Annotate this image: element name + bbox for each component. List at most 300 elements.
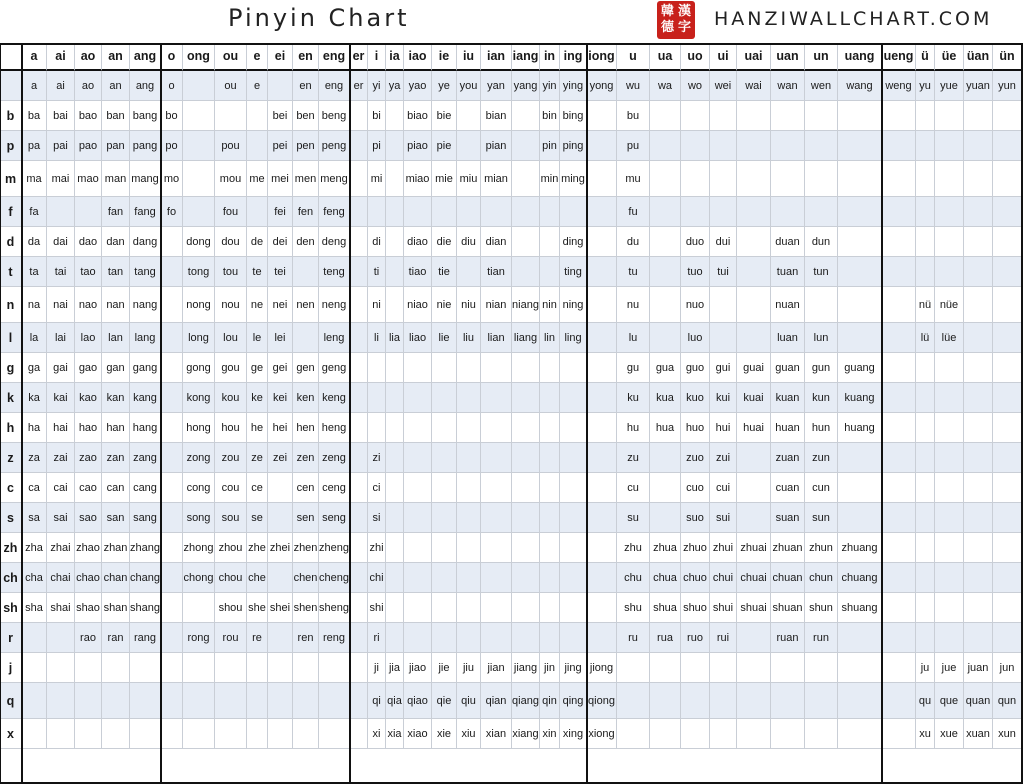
syllable-cell: chuang	[838, 563, 882, 593]
syllable-cell: rui	[710, 623, 737, 653]
syllable-cell: yun	[993, 71, 1022, 101]
syllable-cell	[457, 383, 481, 413]
section-divider	[1021, 43, 1023, 784]
syllable-cell	[432, 563, 457, 593]
syllable-cell	[964, 287, 993, 323]
syllable-cell	[457, 443, 481, 473]
syllable-cell	[560, 383, 587, 413]
syllable-cell: du	[617, 227, 650, 257]
seal-char: 德	[661, 20, 675, 35]
syllable-cell	[993, 443, 1022, 473]
final-header: iao	[404, 43, 432, 71]
syllable-cell	[404, 413, 432, 443]
syllable-cell: kong	[183, 383, 215, 413]
syllable-cell	[838, 719, 882, 749]
syllable-cell: chao	[75, 563, 102, 593]
syllable-cell	[838, 227, 882, 257]
syllable-cell	[512, 383, 540, 413]
final-header: in	[540, 43, 560, 71]
syllable-cell	[935, 503, 964, 533]
syllable-cell: hong	[183, 413, 215, 443]
syllable-cell	[964, 503, 993, 533]
syllable-cell: pai	[47, 131, 75, 161]
syllable-cell: ge	[247, 353, 268, 383]
syllable-cell: jue	[935, 653, 964, 683]
syllable-cell: nüe	[935, 287, 964, 323]
syllable-cell: lai	[47, 323, 75, 353]
syllable-cell: zhuang	[838, 533, 882, 563]
syllable-cell	[587, 503, 617, 533]
syllable-cell	[386, 227, 404, 257]
syllable-cell	[916, 533, 935, 563]
syllable-cell: ken	[293, 383, 319, 413]
syllable-cell	[268, 473, 293, 503]
syllable-cell	[587, 287, 617, 323]
syllable-cell	[350, 533, 368, 563]
syllable-cell	[215, 683, 247, 719]
syllable-cell	[512, 413, 540, 443]
initial-label: f	[0, 197, 22, 227]
syllable-cell: you	[457, 71, 481, 101]
syllable-cell: he	[247, 413, 268, 443]
syllable-cell: zhuan	[771, 533, 805, 563]
syllable-cell	[350, 503, 368, 533]
syllable-cell	[161, 257, 183, 287]
final-header: iong	[587, 43, 617, 71]
initial-label: zh	[0, 533, 22, 563]
syllable-cell	[993, 131, 1022, 161]
seal-char: 漢	[678, 4, 692, 19]
syllable-cell	[161, 323, 183, 353]
syllable-cell	[247, 683, 268, 719]
syllable-cell	[161, 287, 183, 323]
syllable-cell	[368, 353, 386, 383]
syllable-cell: zou	[215, 443, 247, 473]
syllable-cell	[540, 443, 560, 473]
final-header: ao	[75, 43, 102, 71]
syllable-cell: gang	[130, 353, 161, 383]
syllable-cell	[838, 623, 882, 653]
syllable-cell	[737, 101, 771, 131]
syllable-cell: nu	[617, 287, 650, 323]
syllable-cell: nie	[432, 287, 457, 323]
syllable-cell: me	[247, 161, 268, 197]
syllable-cell	[130, 719, 161, 749]
syllable-cell	[404, 563, 432, 593]
syllable-cell: xian	[481, 719, 512, 749]
syllable-cell: zui	[710, 443, 737, 473]
syllable-cell	[882, 383, 916, 413]
syllable-cell	[481, 353, 512, 383]
syllable-cell: nei	[268, 287, 293, 323]
syllable-cell: mang	[130, 161, 161, 197]
syllable-cell: pin	[540, 131, 560, 161]
syllable-cell	[993, 197, 1022, 227]
initial-label: j	[0, 653, 22, 683]
syllable-cell	[916, 413, 935, 443]
syllable-cell	[838, 287, 882, 323]
syllable-cell: qiong	[587, 683, 617, 719]
syllable-cell: lin	[540, 323, 560, 353]
syllable-cell: pen	[293, 131, 319, 161]
syllable-cell: bi	[368, 101, 386, 131]
syllable-cell	[432, 623, 457, 653]
syllable-cell: zha	[22, 533, 47, 563]
initial-label: sh	[0, 593, 22, 623]
syllable-cell: ru	[617, 623, 650, 653]
syllable-cell	[838, 257, 882, 287]
syllable-cell	[737, 257, 771, 287]
syllable-cell: zang	[130, 443, 161, 473]
syllable-cell	[247, 101, 268, 131]
initial-label: q	[0, 683, 22, 719]
syllable-cell: fen	[293, 197, 319, 227]
syllable-cell	[319, 719, 350, 749]
syllable-cell: dei	[268, 227, 293, 257]
syllable-cell	[993, 503, 1022, 533]
syllable-cell: dou	[215, 227, 247, 257]
syllable-cell: wo	[681, 71, 710, 101]
syllable-cell: cong	[183, 473, 215, 503]
syllable-cell	[404, 473, 432, 503]
syllable-cell	[432, 533, 457, 563]
syllable-cell: pou	[215, 131, 247, 161]
syllable-cell	[404, 383, 432, 413]
page-title: Pinyin Chart	[228, 4, 410, 32]
syllable-cell: sha	[22, 593, 47, 623]
syllable-cell	[386, 443, 404, 473]
initial-label: h	[0, 413, 22, 443]
syllable-cell: jiong	[587, 653, 617, 683]
syllable-cell: beng	[319, 101, 350, 131]
syllable-cell: lang	[130, 323, 161, 353]
final-header: an	[102, 43, 130, 71]
syllable-cell	[268, 683, 293, 719]
syllable-cell: pao	[75, 131, 102, 161]
syllable-cell: man	[102, 161, 130, 197]
syllable-cell: luo	[681, 323, 710, 353]
syllable-cell: shuai	[737, 593, 771, 623]
syllable-cell: qiu	[457, 683, 481, 719]
syllable-cell: ye	[432, 71, 457, 101]
syllable-cell: rou	[215, 623, 247, 653]
syllable-cell	[587, 533, 617, 563]
syllable-cell: xuan	[964, 719, 993, 749]
syllable-cell	[805, 719, 838, 749]
syllable-cell	[75, 719, 102, 749]
syllable-cell: pa	[22, 131, 47, 161]
syllable-cell: te	[247, 257, 268, 287]
syllable-cell: chou	[215, 563, 247, 593]
final-header: ou	[215, 43, 247, 71]
syllable-cell: zheng	[319, 533, 350, 563]
syllable-cell: shen	[293, 593, 319, 623]
syllable-cell	[838, 323, 882, 353]
syllable-cell	[350, 131, 368, 161]
syllable-cell: jiang	[512, 653, 540, 683]
syllable-cell: fou	[215, 197, 247, 227]
syllable-cell	[432, 593, 457, 623]
syllable-cell	[368, 413, 386, 443]
syllable-cell: ling	[560, 323, 587, 353]
syllable-cell: pang	[130, 131, 161, 161]
syllable-cell	[587, 413, 617, 443]
syllable-cell: nuan	[771, 287, 805, 323]
syllable-cell: liu	[457, 323, 481, 353]
syllable-cell	[964, 257, 993, 287]
final-header: un	[805, 43, 838, 71]
syllable-cell: chi	[368, 563, 386, 593]
syllable-cell: zhai	[47, 533, 75, 563]
syllable-cell	[512, 227, 540, 257]
syllable-cell: xin	[540, 719, 560, 749]
syllable-cell: qu	[916, 683, 935, 719]
syllable-cell	[587, 593, 617, 623]
syllable-cell	[386, 503, 404, 533]
syllable-cell: lüe	[935, 323, 964, 353]
syllable-cell: ang	[130, 71, 161, 101]
page-header	[0, 0, 1024, 42]
syllable-cell	[404, 353, 432, 383]
syllable-cell: yan	[481, 71, 512, 101]
syllable-cell	[993, 323, 1022, 353]
syllable-cell	[183, 593, 215, 623]
syllable-cell: tai	[47, 257, 75, 287]
syllable-cell: cuo	[681, 473, 710, 503]
syllable-cell	[350, 287, 368, 323]
syllable-cell: zhen	[293, 533, 319, 563]
syllable-cell: nan	[102, 287, 130, 323]
syllable-cell	[319, 683, 350, 719]
syllable-cell: tie	[432, 257, 457, 287]
syllable-cell	[404, 623, 432, 653]
syllable-cell	[882, 413, 916, 443]
syllable-cell	[650, 443, 681, 473]
syllable-cell: huai	[737, 413, 771, 443]
syllable-cell	[838, 443, 882, 473]
syllable-cell	[350, 593, 368, 623]
syllable-cell: piao	[404, 131, 432, 161]
syllable-cell	[993, 623, 1022, 653]
syllable-cell	[432, 473, 457, 503]
syllable-cell	[183, 101, 215, 131]
syllable-cell	[587, 623, 617, 653]
syllable-cell	[916, 473, 935, 503]
syllable-cell	[650, 473, 681, 503]
syllable-cell: pian	[481, 131, 512, 161]
syllable-cell	[737, 287, 771, 323]
final-header: ie	[432, 43, 457, 71]
syllable-cell	[268, 563, 293, 593]
syllable-cell	[386, 287, 404, 323]
syllable-cell: re	[247, 623, 268, 653]
syllable-cell	[540, 353, 560, 383]
syllable-cell	[587, 563, 617, 593]
syllable-cell	[993, 257, 1022, 287]
syllable-cell: zhe	[247, 533, 268, 563]
syllable-cell	[481, 623, 512, 653]
syllable-cell: qiao	[404, 683, 432, 719]
syllable-cell: cheng	[319, 563, 350, 593]
syllable-cell	[882, 473, 916, 503]
syllable-cell	[587, 383, 617, 413]
syllable-cell: bai	[47, 101, 75, 131]
syllable-cell	[512, 503, 540, 533]
syllable-cell: fa	[22, 197, 47, 227]
syllable-cell: dan	[102, 227, 130, 257]
syllable-cell: san	[102, 503, 130, 533]
syllable-cell: zeng	[319, 443, 350, 473]
syllable-cell: li	[368, 323, 386, 353]
syllable-cell	[215, 653, 247, 683]
syllable-cell	[993, 353, 1022, 383]
syllable-cell: kuai	[737, 383, 771, 413]
syllable-cell: xu	[916, 719, 935, 749]
syllable-cell	[47, 197, 75, 227]
syllable-cell: di	[368, 227, 386, 257]
syllable-cell	[838, 131, 882, 161]
syllable-cell	[993, 593, 1022, 623]
syllable-cell: niang	[512, 287, 540, 323]
syllable-cell: qian	[481, 683, 512, 719]
final-header: a	[22, 43, 47, 71]
syllable-cell	[457, 101, 481, 131]
syllable-cell: e	[247, 71, 268, 101]
syllable-cell	[737, 653, 771, 683]
syllable-cell	[293, 653, 319, 683]
syllable-cell: xing	[560, 719, 587, 749]
syllable-cell: dao	[75, 227, 102, 257]
syllable-cell: chong	[183, 563, 215, 593]
syllable-cell: guang	[838, 353, 882, 383]
syllable-cell	[805, 101, 838, 131]
seal-char: 韓	[661, 4, 675, 19]
syllable-cell	[587, 323, 617, 353]
syllable-cell	[560, 443, 587, 473]
initial-label: b	[0, 101, 22, 131]
syllable-cell	[386, 257, 404, 287]
syllable-cell	[935, 473, 964, 503]
syllable-cell: ku	[617, 383, 650, 413]
syllable-cell: quan	[964, 683, 993, 719]
syllable-cell: rao	[75, 623, 102, 653]
syllable-cell	[617, 683, 650, 719]
syllable-cell	[964, 131, 993, 161]
syllable-cell	[350, 353, 368, 383]
syllable-cell	[882, 563, 916, 593]
syllable-cell: cen	[293, 473, 319, 503]
syllable-cell	[457, 257, 481, 287]
final-header: en	[293, 43, 319, 71]
syllable-cell: eng	[319, 71, 350, 101]
syllable-cell: chu	[617, 563, 650, 593]
syllable-cell: kua	[650, 383, 681, 413]
syllable-cell: dong	[183, 227, 215, 257]
syllable-cell	[386, 563, 404, 593]
syllable-cell: jun	[993, 653, 1022, 683]
syllable-cell	[882, 287, 916, 323]
syllable-cell	[805, 161, 838, 197]
syllable-cell	[882, 161, 916, 197]
syllable-cell	[247, 131, 268, 161]
syllable-cell	[882, 623, 916, 653]
syllable-cell	[512, 353, 540, 383]
syllable-cell	[47, 683, 75, 719]
syllable-cell	[268, 503, 293, 533]
syllable-cell	[102, 683, 130, 719]
syllable-cell	[161, 353, 183, 383]
syllable-cell	[540, 257, 560, 287]
syllable-cell	[457, 503, 481, 533]
syllable-cell: gen	[293, 353, 319, 383]
initial-label: n	[0, 287, 22, 323]
syllable-cell	[22, 683, 47, 719]
syllable-cell: ba	[22, 101, 47, 131]
syllable-cell: an	[102, 71, 130, 101]
syllable-cell: hou	[215, 413, 247, 443]
syllable-cell	[650, 503, 681, 533]
initial-label: k	[0, 383, 22, 413]
syllable-cell	[161, 683, 183, 719]
syllable-cell	[805, 197, 838, 227]
syllable-cell: se	[247, 503, 268, 533]
final-header: ai	[47, 43, 75, 71]
syllable-cell: kuan	[771, 383, 805, 413]
syllable-cell: sui	[710, 503, 737, 533]
syllable-cell	[350, 161, 368, 197]
syllable-cell	[102, 719, 130, 749]
syllable-cell: keng	[319, 383, 350, 413]
syllable-cell: lun	[805, 323, 838, 353]
syllable-cell	[350, 101, 368, 131]
syllable-cell	[710, 131, 737, 161]
syllable-cell	[512, 533, 540, 563]
syllable-cell: chua	[650, 563, 681, 593]
syllable-cell	[350, 443, 368, 473]
syllable-cell: ci	[368, 473, 386, 503]
syllable-cell: chan	[102, 563, 130, 593]
syllable-cell	[964, 383, 993, 413]
syllable-cell	[587, 443, 617, 473]
syllable-cell	[350, 653, 368, 683]
syllable-cell: ceng	[319, 473, 350, 503]
syllable-cell	[432, 197, 457, 227]
syllable-cell	[481, 197, 512, 227]
syllable-cell	[882, 197, 916, 227]
syllable-cell: ke	[247, 383, 268, 413]
syllable-cell: sen	[293, 503, 319, 533]
syllable-cell: duan	[771, 227, 805, 257]
syllable-cell: kei	[268, 383, 293, 413]
syllable-cell	[350, 323, 368, 353]
syllable-cell: ben	[293, 101, 319, 131]
syllable-cell	[368, 383, 386, 413]
final-header: ing	[560, 43, 587, 71]
syllable-cell: zhi	[368, 533, 386, 563]
syllable-cell: reng	[319, 623, 350, 653]
syllable-cell: long	[183, 323, 215, 353]
syllable-cell	[710, 683, 737, 719]
syllable-cell: xun	[993, 719, 1022, 749]
syllable-cell	[404, 503, 432, 533]
syllable-cell: ca	[22, 473, 47, 503]
syllable-cell: ning	[560, 287, 587, 323]
syllable-cell	[805, 653, 838, 683]
syllable-cell: ta	[22, 257, 47, 287]
syllable-cell: leng	[319, 323, 350, 353]
syllable-cell: meng	[319, 161, 350, 197]
syllable-cell: hai	[47, 413, 75, 443]
